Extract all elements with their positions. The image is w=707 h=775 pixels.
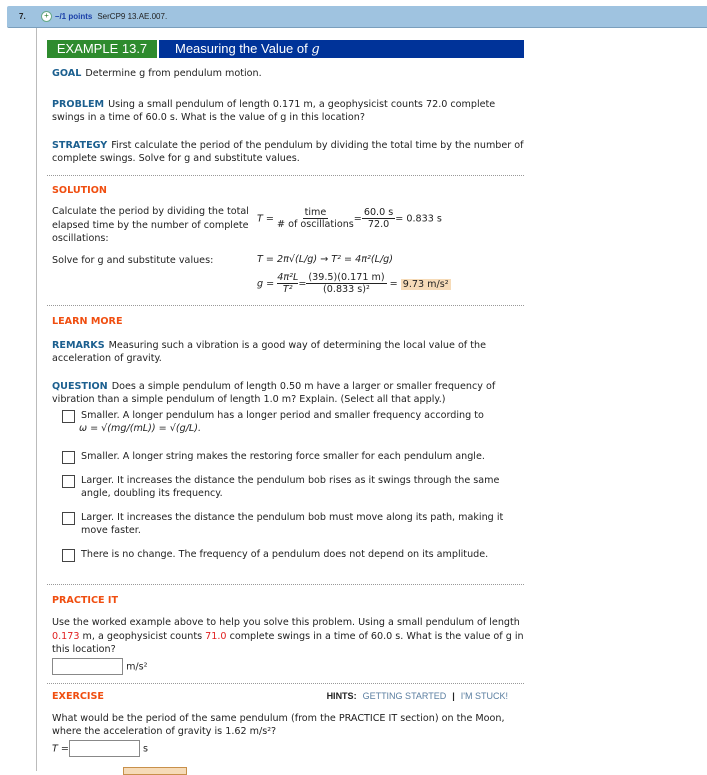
option-3[interactable] <box>62 474 524 501</box>
example-content <box>47 40 524 757</box>
hint-getting-started-link[interactable]: GETTING STARTED <box>362 690 447 701</box>
practice-unit: m/s² <box>126 661 148 672</box>
practice-answer-input[interactable] <box>52 658 123 675</box>
T-label: T = <box>52 743 69 754</box>
divider <box>47 175 524 176</box>
question-code: SerCP9 13.AE.007. <box>97 12 168 21</box>
remarks <box>52 339 524 366</box>
divider <box>47 584 524 585</box>
practice-text: Use the worked example above to help you solve this problem. Using a small pendulum of length 0.173 m, a geophysicist counts 71.0 complete swings in a time of 60.0 s. What is the value of g in this location? <box>52 617 524 655</box>
remarks-label: REMARKS <box>52 339 105 351</box>
question-text: Does a simple pendulum of length 0.50 m have a larger or smaller frequency of vibration than a simple pendulum of length 1.0 m? Explain. (Select all that apply.) <box>52 380 496 405</box>
title-var: g <box>311 42 320 57</box>
num2: 60.0 s <box>363 207 394 218</box>
step1-result: = 0.833 s <box>395 213 442 225</box>
option-5[interactable] <box>62 548 524 562</box>
points: –/1 points <box>55 12 93 21</box>
step2-equation: T = 2π√(L/g) → T² = 4π²(L/g) <box>257 253 394 265</box>
left-rule <box>36 28 37 771</box>
answer-highlight: 9.73 m/s² <box>402 278 449 290</box>
den: # of oscillations <box>277 219 354 230</box>
g-label: g = <box>257 278 275 290</box>
question-number: 7. <box>19 12 26 21</box>
option-text: Larger. It increases the distance the pendulum bob must move along its path, making it move faster. <box>81 511 504 536</box>
den2: 72.0 <box>367 219 390 230</box>
expand-plus-icon[interactable]: + <box>41 11 52 22</box>
strategy-label: STRATEGY <box>52 139 108 151</box>
checkbox[interactable] <box>62 549 75 562</box>
goal-text: Determine g from pendulum motion. <box>85 68 262 79</box>
equals: = <box>389 278 398 290</box>
checkbox[interactable] <box>62 475 75 488</box>
strategy-text: First calculate the period of the pendulum by dividing the total time by the number of complete swings. Solve for g and substitute values. <box>52 139 524 164</box>
num: 4π²L <box>277 272 299 283</box>
practice-length: 0.173 <box>52 630 80 642</box>
option-formula: ω = √(mg/(mL)) = √(g/L). <box>79 423 202 434</box>
title-text: Measuring the Value of <box>175 41 312 56</box>
learn-more-label: LEARN MORE <box>52 316 123 327</box>
den: T² <box>282 284 293 295</box>
option-4[interactable] <box>62 511 524 538</box>
remarks-text: Measuring such a vibration is a good way of determining the local value of the acceleration of gravity. <box>52 339 486 364</box>
exercise-label: EXERCISE <box>52 690 104 702</box>
practice-count: 71.0 <box>205 630 227 642</box>
problem-label: PROBLEM <box>52 98 105 110</box>
problem-text: Using a small pendulum of length 0.171 m, a geophysicist counts 72.0 complete swings in a time of 60.0 s. What is the value of g in this location? <box>52 98 496 123</box>
option-text: There is no change. The frequency of a pendulum does not depend on its amplitude. <box>81 548 489 560</box>
option-2[interactable] <box>62 450 524 464</box>
num: time <box>304 207 327 218</box>
checkbox[interactable] <box>62 410 75 423</box>
hint-im-stuck-link[interactable]: I'M STUCK! <box>460 690 508 701</box>
question <box>52 380 524 407</box>
question-label: QUESTION <box>52 380 108 392</box>
example-banner <box>47 40 524 58</box>
question-header <box>7 6 707 28</box>
divider <box>47 683 524 684</box>
option-text: Larger. It increases the distance the pendulum bob rises as it swings through the same angle, doubling its frequency. <box>81 474 500 499</box>
T-label: T = <box>257 213 274 225</box>
option-text: Smaller. A longer pendulum has a longer period and smaller frequency according to <box>81 409 484 421</box>
checkbox[interactable] <box>62 451 75 464</box>
example-number: EXAMPLE 13.7 <box>47 40 159 58</box>
example-title <box>159 40 524 58</box>
submit-button[interactable] <box>123 767 187 775</box>
practice-label: PRACTICE IT <box>52 594 119 606</box>
exercise-answer-input[interactable] <box>69 740 140 757</box>
step1-text: Calculate the period by dividing the total elapsed time by the number of complete oscillations: <box>52 206 249 244</box>
den2: (0.833 s)² <box>323 284 370 295</box>
hints-label: HINTS: <box>326 690 357 701</box>
solution-label: SOLUTION <box>52 184 107 196</box>
hint-separator: | <box>452 690 455 701</box>
step3-equation: g = $\frac{\text{4π²L}}{\text{T²}}$ = $\frac{(39.5)(0.171 m)}{\text{(0.833 s)²}}$ = 9.73 m/s² <box>257 272 449 295</box>
problem <box>52 98 524 125</box>
exercise-text: What would be the period of the same pendulum (from the PRACTICE IT section) on the Moon, where the acceleration of gravity is 1.62 m/s²? <box>52 712 505 737</box>
step1-equation: T = $\frac{\text{time}}{\text{\# of oscillations}}$ = $\frac{60.0 s}{72.0}$ = 0.833 s <box>257 207 442 230</box>
goal <box>52 67 524 81</box>
option-text: Smaller. A longer string makes the restoring force smaller for each pendulum angle. <box>81 450 485 462</box>
step2-text: Solve for g and substitute values: <box>52 254 214 266</box>
goal-label: GOAL <box>52 68 82 79</box>
exercise-unit: s <box>143 743 149 754</box>
divider <box>47 305 524 306</box>
strategy <box>52 139 524 166</box>
option-1[interactable] <box>62 409 524 436</box>
checkbox[interactable] <box>62 512 75 525</box>
num2: (39.5)(0.171 m) <box>308 272 385 283</box>
